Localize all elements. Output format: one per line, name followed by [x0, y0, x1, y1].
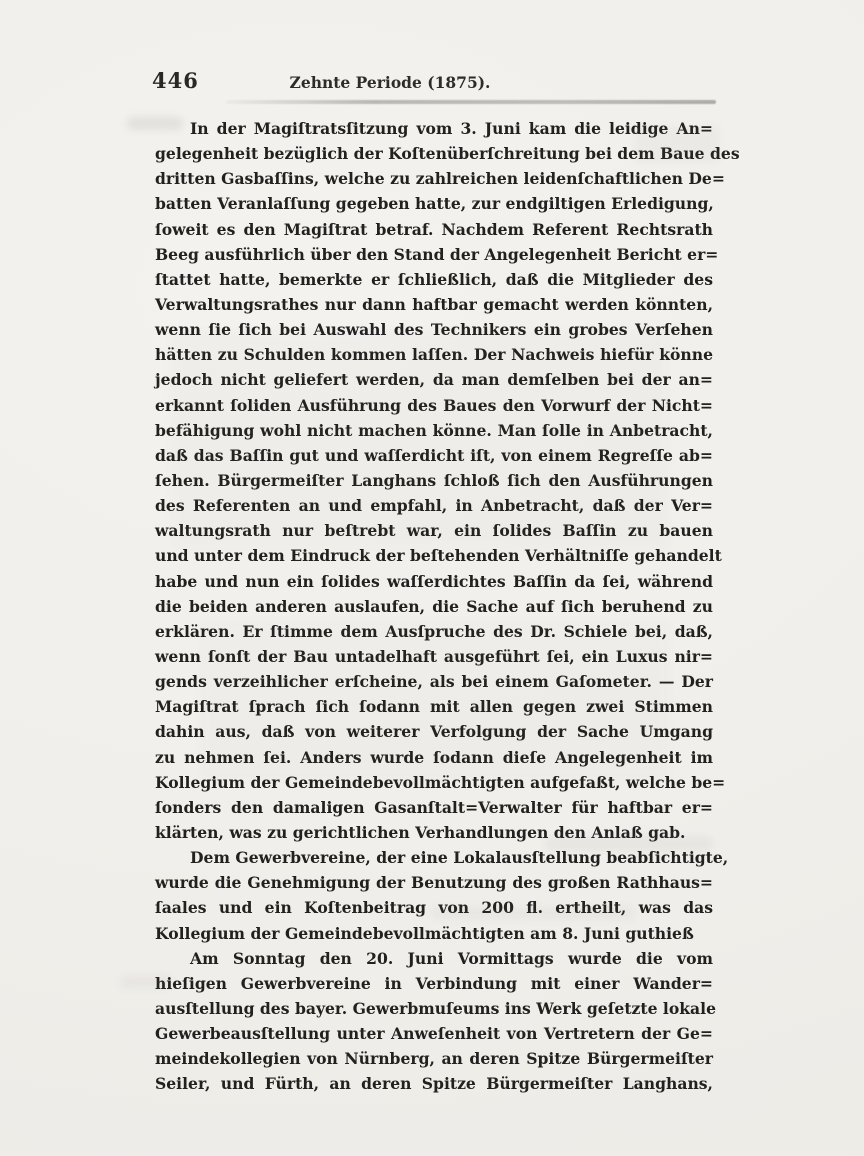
page-number: 446 — [152, 68, 199, 93]
text-line: Verwaltungsrathes nur dann haftbar gemacht werden könnten, — [155, 294, 713, 314]
running-title: Zehnte Periode (1875). — [289, 73, 491, 92]
text-line: ausſtellung des bayer. Gewerbmuſeums ins Werk geſetzte lokale — [155, 998, 717, 1018]
text-line: die beiden anderen auslaufen, die Sache auf ſich beruhend zu — [155, 596, 713, 616]
text-line: waltungsrath nur beſtrebt war, ein ſolides Baſſin zu bauen — [155, 521, 713, 541]
text-line: dahin aus, daß von weiterer Verfolgung der Sache Umgang — [155, 722, 713, 742]
text-line: Seiler, und Fürth, an deren Spitze Bürgermeiſter Langhans, — [155, 1074, 713, 1094]
text-line: Kollegium der Gemeindebevollmächtigten aufgefaßt, welche be= — [155, 772, 726, 792]
text-line: gelegenheit bezüglich der Koſtenüberſchreitung bei dem Baue des — [155, 144, 740, 164]
text-line: hieſigen Gewerbvereine in Verbindung mit einer Wander= — [155, 973, 713, 993]
text-line: klärten, was zu gerichtlichen Verhandlungen den Anlaß gab. — [155, 822, 686, 842]
text-line: ſaales und ein Koſtenbeitrag von 200 fl. ertheilt, was das — [155, 898, 713, 918]
text-line: jedoch nicht geliefert werden, da man demſelben bei der an= — [155, 370, 713, 390]
text-line: habe und nun ein ſolides waſſerdichtes Baſſin da ſei, während — [155, 571, 713, 591]
text-line: befähigung wohl nicht machen könne. Man ſolle in Anbetracht, — [155, 420, 713, 440]
text-line: des Referenten an und empfahl, in Anbetracht, daß der Ver= — [155, 496, 713, 516]
text-line: ſtattet hatte, bemerkte er ſchließlich, daß die Mitglieder des — [155, 269, 713, 289]
text-line: zu nehmen ſei. Anders wurde ſodann dieſe Angelegenheit im — [155, 747, 713, 767]
text-line: wurde die Genehmigung der Benutzung des großen Rathhaus= — [155, 873, 713, 893]
text-line: Gewerbeausſtellung unter Anweſenheit von Vertretern der Ge= — [155, 1024, 713, 1044]
text-line: ſonders den damaligen Gasanſtalt=Verwalter für haftbar er= — [155, 797, 713, 817]
text-body — [155, 116, 740, 1096]
text-line: erklären. Er ſtimme dem Ausſpruche des Dr. Schiele bei, daß, — [155, 621, 713, 641]
text-line: ſehen. Bürgermeiſter Langhans ſchloß ſich den Ausführungen — [155, 470, 713, 490]
text-line: wenn ſie ſich bei Auswahl des Technikers ein grobes Verſehen — [155, 320, 713, 340]
text-line: hätten zu Schulden kommen laſſen. Der Nachweis hiefür könne — [155, 345, 713, 365]
text-line: erkannt ſoliden Ausführung des Baues den Vorwurf der Nicht= — [155, 395, 713, 415]
text-line: dritten Gasbaſſins, welche zu zahlreichen leidenſchaftlichen De= — [155, 169, 725, 189]
text-line: gends verzeihlicher erſcheine, als bei einem Gaſometer. — Der — [155, 672, 713, 692]
text-line: In der Magiſtratsſitzung vom 3. Juni kam die leidige An= — [190, 119, 713, 138]
text-line: daß das Baſſin gut und waſſerdicht iſt, von einem Regreſſe ab= — [155, 445, 713, 465]
text-line: Beeg ausführlich über den Stand der Angelegenheit Bericht er= — [155, 244, 719, 264]
text-line: meindekollegien von Nürnberg, an deren Spitze Bürgermeiſter — [155, 1049, 713, 1069]
text-line: Am Sonntag den 20. Juni Vormittags wurde die vom — [190, 948, 713, 968]
text-line: und unter dem Eindruck der beſtehenden Verhältniſſe gehandelt — [155, 546, 722, 566]
text-line: batten Veranlaſſung gegeben hatte, zur endgiltigen Erledigung, — [155, 194, 714, 214]
text-line: Dem Gewerbvereine, der eine Lokalausſtellung beabſichtigte, — [190, 848, 729, 868]
header-rule — [226, 100, 716, 104]
text-line: wenn ſonſt der Bau untadelhaft ausgeführt ſei, ein Luxus nir= — [155, 646, 713, 666]
text-line: ſoweit es den Magiſtrat betraf. Nachdem Referent Rechtsrath — [155, 219, 713, 239]
text-line: Magiſtrat ſprach ſich ſodann mit allen gegen zwei Stimmen — [155, 697, 713, 717]
text-line: Kollegium der Gemeindebevollmächtigten am 8. Juni guthieß — [155, 923, 694, 943]
